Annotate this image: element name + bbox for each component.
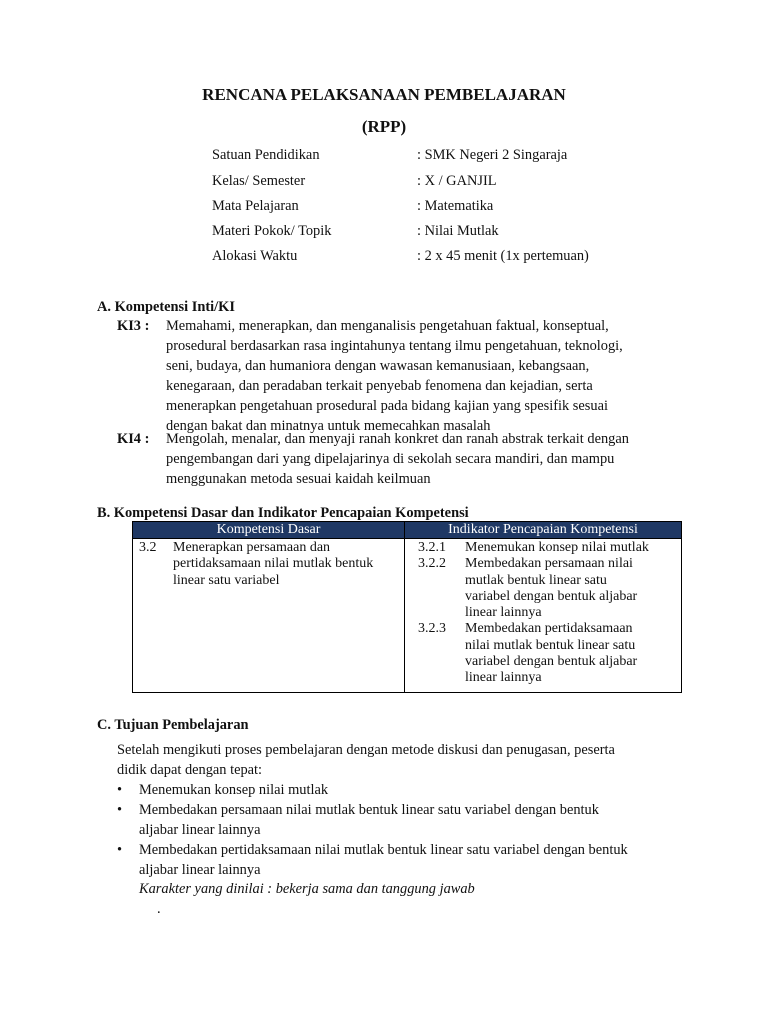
- indicator-text: [465, 556, 675, 621]
- objective-item: [139, 780, 679, 800]
- ki4-label: KI4 :: [117, 431, 150, 447]
- indicator-line: mutlak bentuk linear satu: [465, 572, 607, 588]
- identity-label: Mata Pelajaran: [212, 198, 299, 214]
- section-a-heading: A. Kompetensi Inti/KI: [97, 299, 235, 315]
- ki3-line: dengan bakat dan minatnya untuk memecahkan masalah: [166, 418, 491, 434]
- indicator-item: [418, 621, 675, 686]
- ki4-line: menggunakan metoda sesuai kaidah keilmuan: [166, 471, 431, 487]
- indicator-line: linear lainnya: [465, 670, 542, 686]
- intro-line: didik dapat dengan tepat:: [117, 762, 263, 778]
- kd-line: Menerapkan persamaan dan: [173, 540, 331, 555]
- kd-line: linear satu variabel: [173, 572, 280, 588]
- identity-value: : 2 x 45 menit (1x pertemuan): [417, 248, 589, 264]
- objective-line: aljabar linear lainnya: [139, 822, 261, 838]
- document-subtitle: (RPP): [361, 117, 407, 136]
- indicator-line: variabel dengan bentuk aljabar: [465, 654, 638, 670]
- objective-line: Membedakan pertidaksamaan nilai mutlak bentuk linear satu variabel dengan bentuk: [139, 842, 628, 858]
- objective-line: Menemukan konsep nilai mutlak: [139, 782, 329, 798]
- bullet-icon: •: [117, 782, 123, 798]
- objective-line: aljabar linear lainnya: [139, 862, 261, 878]
- kd-text: [173, 540, 391, 589]
- ki3-label: KI3 :: [117, 318, 150, 334]
- ki4-line: pengembangan dari yang dipelajarinya di sekolah secara mandiri, dan mampu: [166, 451, 615, 467]
- assessed-character: Karakter yang dinilai : bekerja sama dan tanggung jawab: [139, 881, 475, 897]
- indicator-number: 3.2.2: [418, 556, 446, 572]
- header-kompetensi-dasar: Kompetensi Dasar: [133, 522, 405, 539]
- indicator-line: Membedakan persamaan nilai: [465, 556, 633, 572]
- identity-label: Materi Pokok/ Topik: [212, 223, 332, 239]
- objective-line: Membedakan persamaan nilai mutlak bentuk linear satu variabel dengan bentuk: [139, 802, 599, 818]
- indicator-text: [465, 540, 675, 556]
- ki3-line: Memahami, menerapkan, dan menganalisis pengetahuan faktual, konseptual,: [166, 318, 609, 334]
- ki3-line: kenegaraan, dan peradaban terkait penyebab fenomena dan kejadian, serta: [166, 378, 593, 394]
- kd-cell: [133, 539, 405, 693]
- indicator-item: [418, 540, 675, 556]
- ki3-line: prosedural berdasarkan rasa ingintahunya tentang ilmu pengetahuan, teknologi,: [166, 338, 623, 354]
- indicator-number: 3.2.3: [418, 621, 446, 637]
- ki3-text: [166, 316, 675, 436]
- indicator-line: Menemukan konsep nilai mutlak: [465, 540, 649, 555]
- identity-value: : SMK Negeri 2 Singaraja: [417, 147, 568, 163]
- kd-line: pertidaksamaan nilai mutlak bentuk: [173, 556, 374, 572]
- document-title: RENCANA PELAKSANAAN PEMBELAJARAN: [202, 85, 566, 104]
- intro-line: Setelah mengikuti proses pembelajaran dengan metode diskusi dan penugasan, peserta: [117, 742, 615, 758]
- ki4-line: Mengolah, menalar, dan menyaji ranah konkret dan ranah abstrak terkait dengan: [166, 431, 629, 447]
- indicator-line: linear lainnya: [465, 605, 542, 621]
- objective-item: [139, 800, 679, 840]
- indicator-line: Membedakan pertidaksamaan: [465, 621, 633, 637]
- ki4-text: [166, 429, 675, 489]
- identity-value: : Matematika: [417, 198, 494, 214]
- competency-table: [132, 521, 682, 693]
- indicator-cell: [405, 539, 682, 693]
- bullet-icon: •: [117, 802, 123, 818]
- trailing-dot: .: [157, 901, 161, 917]
- identity-label: Kelas/ Semester: [212, 173, 306, 189]
- bullet-icon: •: [117, 842, 123, 858]
- header-indikator: Indikator Pencapaian Kompetensi: [405, 522, 682, 539]
- kd-number: 3.2: [139, 540, 157, 555]
- identity-value: : X / GANJIL: [417, 173, 497, 189]
- ki3-line: menerapkan pengetahuan prosedural pada bidang kajian yang spesifik sesuai: [166, 398, 608, 414]
- indicator-line: nilai mutlak bentuk linear satu: [465, 637, 636, 653]
- indicator-item: [418, 556, 675, 621]
- table-row: [133, 539, 682, 693]
- identity-label: Satuan Pendidikan: [212, 147, 320, 163]
- section-b-heading: B. Kompetensi Dasar dan Indikator Pencapaian Kompetensi: [97, 505, 469, 521]
- identity-label: Alokasi Waktu: [212, 248, 298, 264]
- section-c-heading: C. Tujuan Pembelajaran: [97, 717, 249, 733]
- objective-intro: [117, 740, 677, 780]
- objective-item: [139, 840, 679, 880]
- ki3-line: seni, budaya, dan humaniora dengan wawasan kemanusiaan, kebangsaan,: [166, 358, 590, 374]
- indicator-text: [465, 621, 675, 686]
- indicator-number: 3.2.1: [418, 540, 446, 555]
- identity-value: : Nilai Mutlak: [417, 223, 499, 239]
- indicator-line: variabel dengan bentuk aljabar: [465, 588, 638, 604]
- table-header-row: [133, 522, 682, 539]
